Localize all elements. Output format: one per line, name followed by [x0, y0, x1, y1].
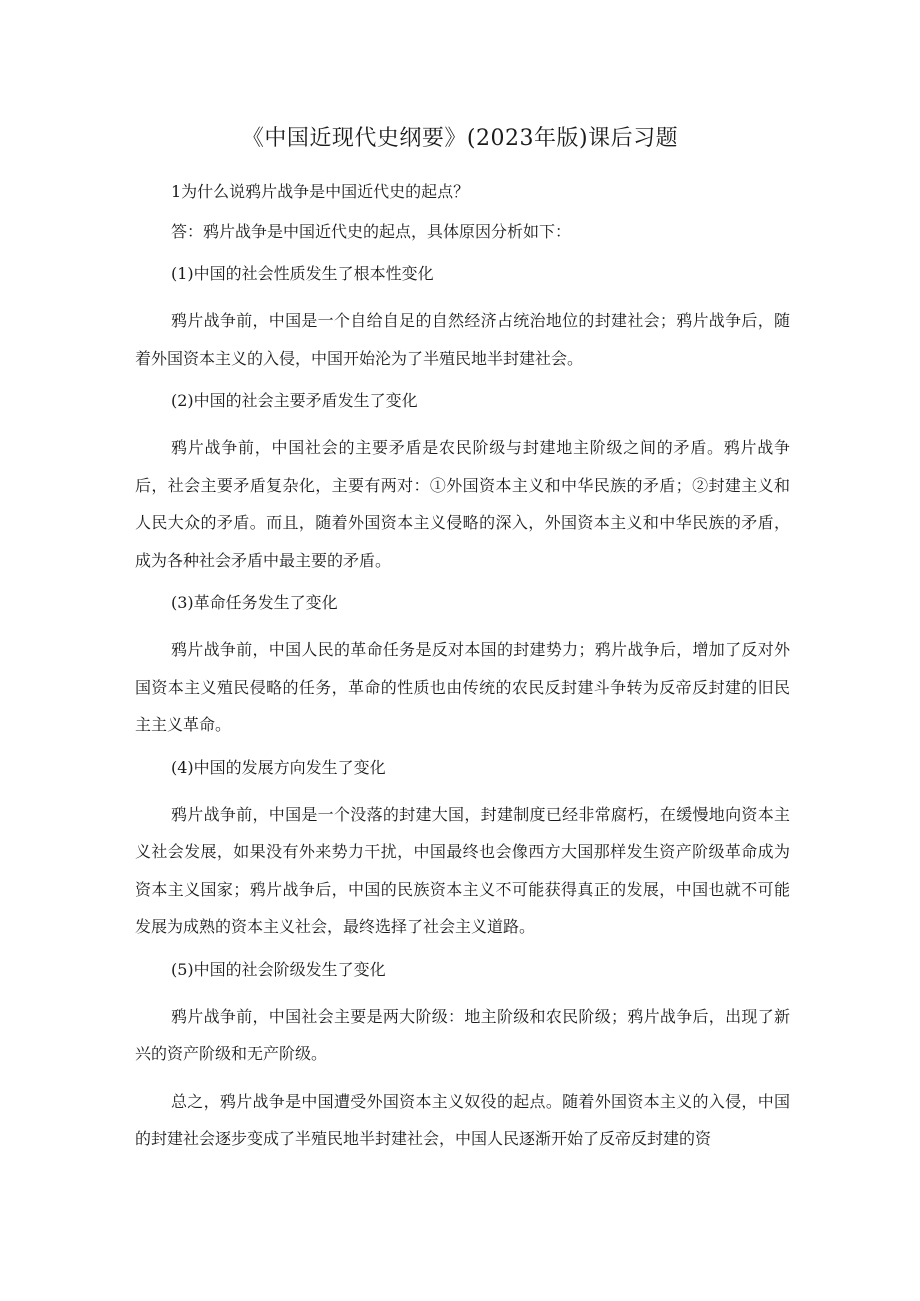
- document-title: 《中国近现代史纲要》(2023年版)课后习题: [241, 126, 679, 151]
- section-1-heading: (1)中国的社会性质发生了根本性变化: [171, 264, 434, 283]
- section-1-body: 鸦片战争前，中国是一个自给自足的自然经济占统治地位的封建社会；鸦片战争后，随着外国资本主义的入侵，中国开始沦为了半殖民地半封建社会。: [135, 311, 790, 368]
- section-5-heading: (5)中国的社会阶级发生了变化: [171, 959, 386, 979]
- section-3-body: 鸦片战争前，中国人民的革命任务是反对本国的封建势力；鸦片战争后，增加了反对外国资本主义殖民侵略的任务，革命的性质也由传统的农民反封建斗争转为反帝反封建的旧民主主义革命。: [135, 640, 790, 734]
- section-2-body: 鸦片战争前，中国社会的主要矛盾是农民阶级与封建地主阶级之间的矛盾。鸦片战争后，社会主要矛盾复杂化，主要有两对：①外国资本主义和中华民族的矛盾；②封建主义和人民大众的矛盾。而且，随着外国资本主义侵略的深入，外国资本主义和中华民族的矛盾，成为各种社会矛盾中最主要的矛盾。: [135, 438, 790, 570]
- section-4-heading: (4)中国的发展方向发生了变化: [171, 757, 386, 777]
- question-text: 1为什么说鸦片战争是中国近代史的起点？: [171, 182, 470, 201]
- conclusion-paragraph: 总之，鸦片战争是中国遭受外国资本主义奴役的起点。随着外国资本主义的入侵，中国的封建社会逐步变成了半殖民地半封建社会，中国人民逐渐开始了反帝反封建的资: [135, 1091, 790, 1148]
- section-4-body: 鸦片战争前，中国是一个没落的封建大国，封建制度已经非常腐朽，在缓慢地向资本主义社会发展，如果没有外来势力干扰，中国最终也会像西方大国那样发生资产阶级革命成为资本主义国家；鸦片战争后，中国的民族资本主义不可能获得真正的发展，中国也就不可能发展为成熟的资本主义社会，最终选择了社会主义道路。: [135, 804, 790, 936]
- document-body: [135, 178, 790, 1168]
- answer-intro: 答：鸦片战争是中国近代史的起点，具体原因分析如下：: [171, 222, 572, 241]
- section-3-heading: (3)革命任务发生了变化: [171, 593, 338, 612]
- section-2-heading: (2)中国的社会主要矛盾发生了变化: [171, 391, 418, 410]
- section-5-body: 鸦片战争前，中国社会主要是两大阶级：地主阶级和农民阶级；鸦片战争后，出现了新兴的资产阶级和无产阶级。: [135, 1006, 790, 1063]
